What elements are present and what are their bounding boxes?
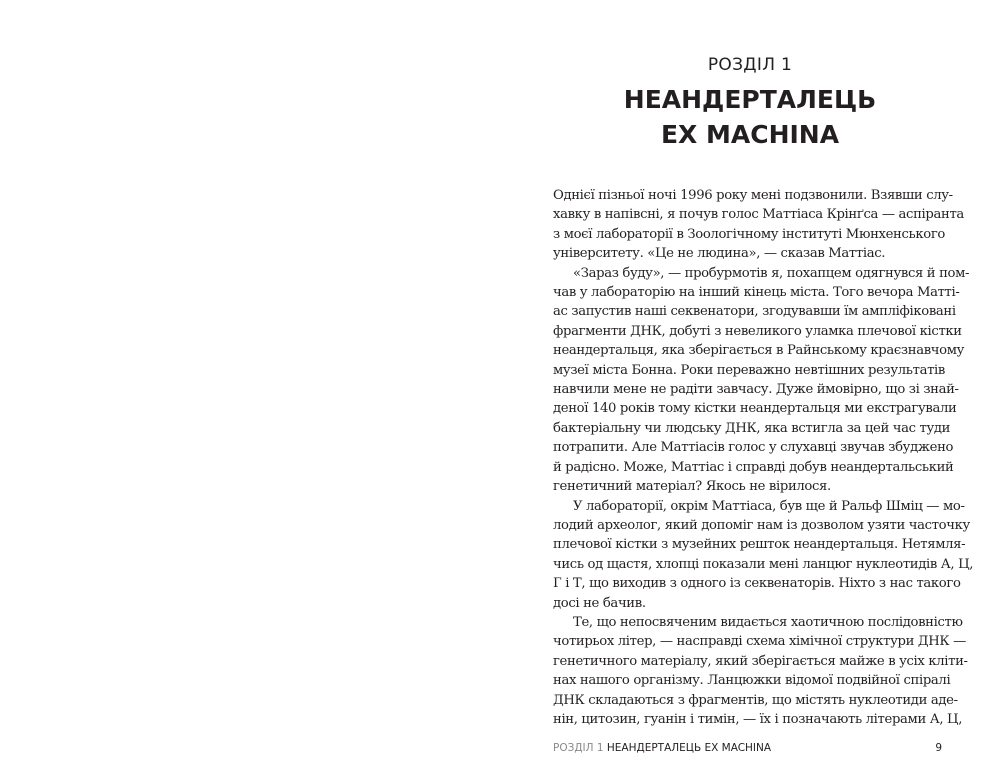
text-line: досі не бачив. (553, 595, 646, 611)
text-line: Однієї пізньої ночі 1996 року мені подзвонили. Взявши слу- (553, 188, 953, 203)
footer-title: НЕАНДЕРТАЛЕЦЬ EX MACHINA (606, 742, 772, 754)
text-line: нін, цитозин, гуанін і тимін, — їх і позначають літерами А, Ц, (553, 711, 963, 727)
text-line: чись од щастя, хлопці показали мені ланцюг нуклеотидів А, Ц, (553, 556, 974, 572)
text-line: з моєї лабораторії в Зоологічному інституті Мюнхенського (553, 226, 945, 242)
chapter-title (530, 82, 970, 152)
text-line: Г і Т, що виходив з одного із секвенаторів. Ніхто з нас такого (553, 576, 961, 592)
text-line: плечової кістки з музейних решток неандертальця. Нетямля- (553, 537, 966, 553)
text-line: бактеріальну чи людську ДНК, яка встигла за цей час туди (553, 420, 951, 436)
body-text (553, 186, 974, 729)
footer-chapter: РОЗДІЛ 1 (553, 742, 604, 754)
text-line: чав у лабораторію на інший кінець міста. Того вечора Матті- (553, 285, 960, 301)
text-line: потрапити. Але Маттіасів голос у слухавці звучав збуджено (553, 440, 954, 456)
chapter-title-line: EX MACHINA (660, 120, 840, 149)
text-line: університету. «Це не людина», — сказав Маттіас. (553, 246, 886, 262)
text-line: У лабораторії, окрім Маттіаса, був ще й Ральф Шміц — мо- (573, 498, 965, 514)
text-line: чотирьох літер, — насправді схема хімічної структури ДНК — (553, 634, 966, 650)
text-line: навчили мене не радіти завчасу. Дуже ймовірно, що зі знай- (553, 382, 959, 398)
text-line: ас запустив наші секвенатори, згодувавши їм ампліфіковані (553, 304, 956, 320)
running-footer (553, 742, 945, 754)
paragraph (553, 186, 964, 264)
text-line: «Зараз буду», — пробурмотів я, похапцем одягнувся й пом- (573, 265, 970, 281)
chapter-title-line: НЕАНДЕРТАЛЕЦЬ (623, 85, 877, 114)
text-line: фрагменти ДНК, добуті з невеликого уламка плечової кістки (553, 323, 962, 339)
page-number: 9 (935, 742, 942, 754)
text-line: музеї міста Бонна. Роки переважно невтішних результатів (553, 362, 945, 378)
paragraph (553, 264, 970, 497)
text-line: деної 140 років тому кістки неандертальця ми екстрагували (553, 401, 957, 417)
paragraph (553, 497, 974, 613)
text-line: генетичний матеріал? Якось не вірилося. (553, 479, 831, 495)
text-line: хавку в напівсні, я почув голос Маттіаса Крінґса — аспіранта (553, 207, 964, 223)
text-line: Те, що непосвяченим видається хаотичною послідовністю (573, 614, 963, 630)
text-line: лодий археолог, який допоміг нам із дозволом узяти часточку (553, 517, 970, 533)
text-line: й радісно. Може, Маттіас і справді добув неандертальський (553, 459, 954, 475)
text-line: неандертальця, яка зберігається в Райнському краєзнавчому (553, 343, 965, 359)
paragraph (553, 613, 968, 729)
text-line: генетичного матеріалу, який зберігається майже в усіх кліти- (553, 653, 968, 669)
text-line: нах нашого організму. Ланцюжки відомої подвійної спіралі (553, 673, 951, 689)
chapter-label: РОЗДІЛ 1 (707, 55, 793, 75)
text-line: ДНК складаються з фрагментів, що містять нуклеотиди аде- (553, 692, 958, 708)
